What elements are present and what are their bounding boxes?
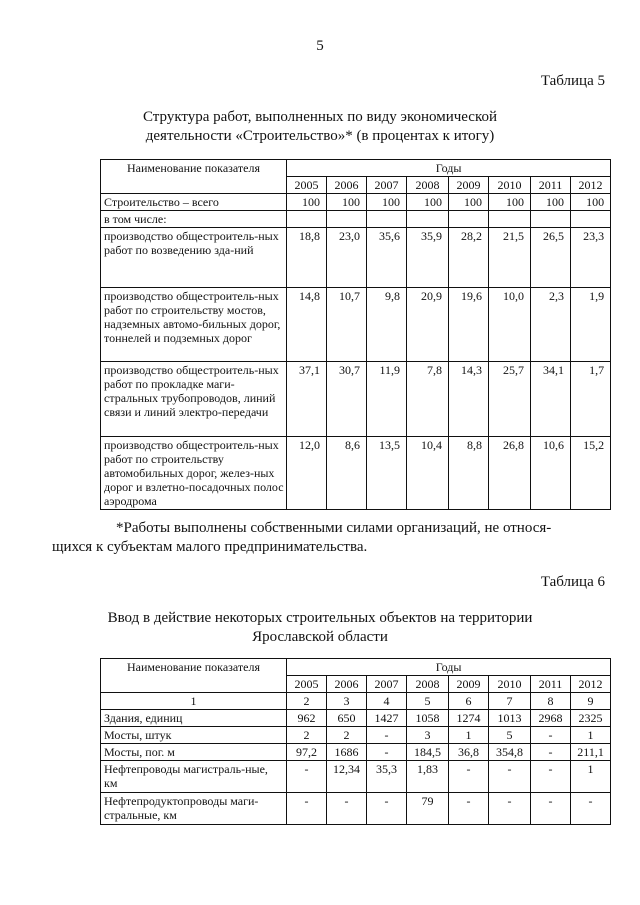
- row-label: Нефтепроводы магистраль-ные, км: [101, 761, 287, 793]
- table6-column-number: 4: [367, 693, 407, 710]
- value-cell: 26,5: [531, 228, 571, 288]
- value-cell: 28,2: [449, 228, 489, 288]
- footnote-line1: *Работы выполнены собственными силами организаций, не относя-: [116, 520, 552, 536]
- table6-column-number-row: [101, 693, 611, 710]
- value-cell: 35,6: [367, 228, 407, 288]
- table-row: [101, 194, 611, 211]
- value-cell: 3: [407, 727, 449, 744]
- value-cell: 35,3: [367, 761, 407, 793]
- table6-year: 2011: [531, 676, 571, 693]
- value-cell: 13,5: [367, 437, 407, 510]
- row-label: производство общестроитель-ных работ по возведению зда-ний: [101, 228, 287, 288]
- value-cell: -: [531, 793, 571, 825]
- value-cell: [449, 211, 489, 228]
- value-cell: [531, 211, 571, 228]
- value-cell: -: [449, 793, 489, 825]
- value-cell: 26,8: [489, 437, 531, 510]
- value-cell: -: [571, 793, 611, 825]
- table6-year: 2007: [367, 676, 407, 693]
- table6-year: 2010: [489, 676, 531, 693]
- value-cell: 100: [407, 194, 449, 211]
- value-cell: 30,7: [327, 362, 367, 437]
- row-label: Строительство – всего: [101, 194, 287, 211]
- value-cell: [407, 211, 449, 228]
- table-row: [101, 710, 611, 727]
- value-cell: -: [531, 761, 571, 793]
- row-label: производство общестроитель-ных работ по прокладке маги-стральных трубопроводов, линий связи и линий электро-передачи: [101, 362, 287, 437]
- value-cell: 2: [327, 727, 367, 744]
- table6-column-number: 5: [407, 693, 449, 710]
- table6-caption: [60, 609, 580, 647]
- table5-header-indicator: Наименование показателя: [101, 160, 287, 194]
- value-cell: 962: [287, 710, 327, 727]
- table6-column-number: 3: [327, 693, 367, 710]
- value-cell: 9,8: [367, 288, 407, 362]
- table5-caption: [60, 108, 580, 146]
- value-cell: -: [489, 761, 531, 793]
- value-cell: 1274: [449, 710, 489, 727]
- value-cell: 23,3: [571, 228, 611, 288]
- value-cell: 100: [571, 194, 611, 211]
- value-cell: 20,9: [407, 288, 449, 362]
- value-cell: -: [489, 793, 531, 825]
- value-cell: -: [531, 744, 571, 761]
- table6-caption-line2: Ярославской области: [252, 629, 388, 645]
- table6-column-number: 6: [449, 693, 489, 710]
- value-cell: 1: [449, 727, 489, 744]
- value-cell: 1,9: [571, 288, 611, 362]
- table6-header-years: Годы: [287, 659, 611, 676]
- table6-header-indicator: Наименование показателя: [101, 659, 287, 693]
- value-cell: 2968: [531, 710, 571, 727]
- row-label: Здания, единиц: [101, 710, 287, 727]
- row-label: Мосты, штук: [101, 727, 287, 744]
- table6-column-number: 1: [101, 693, 287, 710]
- table-row: [101, 744, 611, 761]
- table5-header-years: Годы: [287, 160, 611, 177]
- value-cell: -: [367, 727, 407, 744]
- value-cell: 1: [571, 727, 611, 744]
- value-cell: 1427: [367, 710, 407, 727]
- value-cell: 21,5: [489, 228, 531, 288]
- table6: [100, 658, 611, 825]
- table6-label: Таблица 6: [540, 574, 605, 590]
- value-cell: 2,3: [531, 288, 571, 362]
- value-cell: 37,1: [287, 362, 327, 437]
- value-cell: 10,0: [489, 288, 531, 362]
- row-label: производство общестроитель-ных работ по строительству мостов, надземных автомо-бильных дорог, тоннелей и подземных дорог: [101, 288, 287, 362]
- value-cell: 14,3: [449, 362, 489, 437]
- table-row: [101, 437, 611, 510]
- table5-caption-line2: деятельности «Строительство»* (в процентах к итогу): [145, 128, 495, 144]
- table-row: [101, 362, 611, 437]
- table5-year: 2012: [571, 177, 611, 194]
- value-cell: 19,6: [449, 288, 489, 362]
- value-cell: -: [367, 744, 407, 761]
- footnote: [52, 519, 608, 557]
- table5-year: 2008: [407, 177, 449, 194]
- value-cell: 7,8: [407, 362, 449, 437]
- value-cell: 10,4: [407, 437, 449, 510]
- row-label: производство общестроитель-ных работ по строительству автомобильных дорог, желез-ных дорог и взлетно-посадочных полос аэродрома: [101, 437, 287, 510]
- value-cell: 100: [531, 194, 571, 211]
- table5-label: Таблица 5: [540, 73, 605, 89]
- table6-column-number: 2: [287, 693, 327, 710]
- value-cell: 97,2: [287, 744, 327, 761]
- table6-year: 2005: [287, 676, 327, 693]
- value-cell: 12,0: [287, 437, 327, 510]
- value-cell: 10,6: [531, 437, 571, 510]
- table-row: [101, 727, 611, 744]
- value-cell: 2325: [571, 710, 611, 727]
- table6-year: 2008: [407, 676, 449, 693]
- table6-year: 2006: [327, 676, 367, 693]
- value-cell: 15,2: [571, 437, 611, 510]
- value-cell: 1058: [407, 710, 449, 727]
- value-cell: [327, 211, 367, 228]
- value-cell: 5: [489, 727, 531, 744]
- table5-year: 2010: [489, 177, 531, 194]
- value-cell: 1,83: [407, 761, 449, 793]
- value-cell: 23,0: [327, 228, 367, 288]
- value-cell: 184,5: [407, 744, 449, 761]
- table5-year: 2006: [327, 177, 367, 194]
- value-cell: [367, 211, 407, 228]
- value-cell: 8,8: [449, 437, 489, 510]
- table6-year: 2009: [449, 676, 489, 693]
- table-row: [101, 211, 611, 228]
- value-cell: [571, 211, 611, 228]
- table5-year: 2009: [449, 177, 489, 194]
- table-row: [101, 228, 611, 288]
- table6-column-number: 8: [531, 693, 571, 710]
- value-cell: 1: [571, 761, 611, 793]
- page-number: 5: [316, 38, 324, 54]
- value-cell: 8,6: [327, 437, 367, 510]
- table-row: [101, 761, 611, 793]
- table6-caption-line1: Ввод в действие некоторых строительных объектов на территории: [107, 610, 533, 626]
- table5-year: 2007: [367, 177, 407, 194]
- value-cell: 211,1: [571, 744, 611, 761]
- table6-column-number: 9: [571, 693, 611, 710]
- table6-column-number: 7: [489, 693, 531, 710]
- value-cell: -: [287, 761, 327, 793]
- table-row: [101, 288, 611, 362]
- row-label: в том числе:: [101, 211, 287, 228]
- value-cell: 100: [367, 194, 407, 211]
- value-cell: 10,7: [327, 288, 367, 362]
- value-cell: 1,7: [571, 362, 611, 437]
- value-cell: 1686: [327, 744, 367, 761]
- value-cell: 79: [407, 793, 449, 825]
- table-row: [101, 793, 611, 825]
- value-cell: 100: [287, 194, 327, 211]
- value-cell: -: [531, 727, 571, 744]
- value-cell: -: [367, 793, 407, 825]
- value-cell: 11,9: [367, 362, 407, 437]
- table5: [100, 159, 611, 510]
- value-cell: 34,1: [531, 362, 571, 437]
- value-cell: [287, 211, 327, 228]
- value-cell: 1013: [489, 710, 531, 727]
- value-cell: -: [327, 793, 367, 825]
- value-cell: 36,8: [449, 744, 489, 761]
- table5-caption-line1: Структура работ, выполненных по виду экономической: [142, 109, 498, 125]
- value-cell: 14,8: [287, 288, 327, 362]
- value-cell: 354,8: [489, 744, 531, 761]
- value-cell: [489, 211, 531, 228]
- value-cell: 100: [327, 194, 367, 211]
- value-cell: 2: [287, 727, 327, 744]
- value-cell: 25,7: [489, 362, 531, 437]
- value-cell: -: [287, 793, 327, 825]
- table6-year: 2012: [571, 676, 611, 693]
- value-cell: 12,34: [327, 761, 367, 793]
- value-cell: 35,9: [407, 228, 449, 288]
- row-label: Нефтепродуктопроводы маги-стральные, км: [101, 793, 287, 825]
- value-cell: -: [449, 761, 489, 793]
- footnote-line2: щихся к субъектам малого предпринимательства.: [52, 539, 368, 555]
- table5-year: 2005: [287, 177, 327, 194]
- value-cell: 18,8: [287, 228, 327, 288]
- row-label: Мосты, пог. м: [101, 744, 287, 761]
- value-cell: 100: [449, 194, 489, 211]
- table5-year: 2011: [531, 177, 571, 194]
- value-cell: 100: [489, 194, 531, 211]
- value-cell: 650: [327, 710, 367, 727]
